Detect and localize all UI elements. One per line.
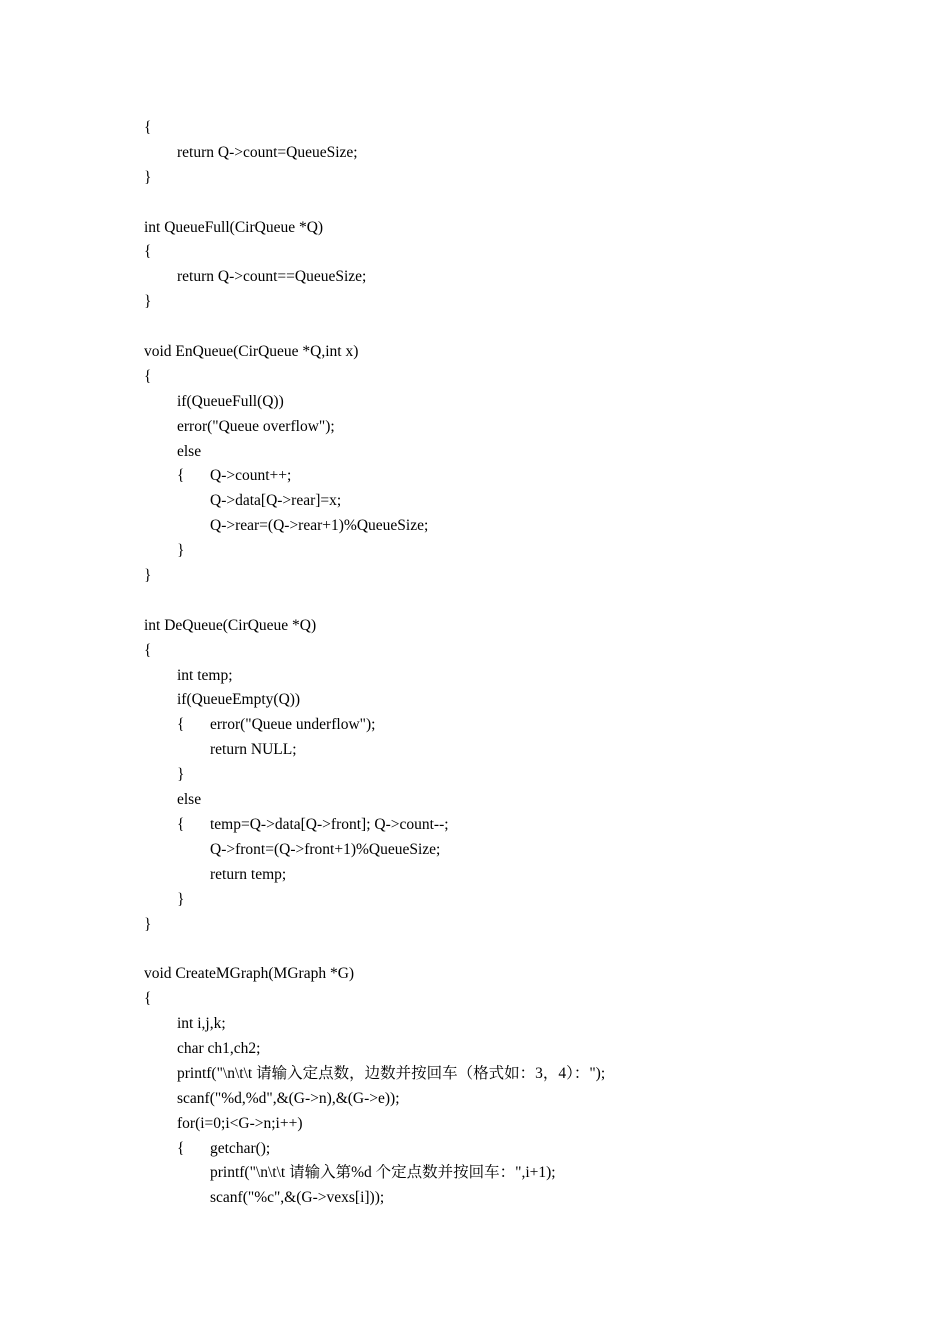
- code-line-text: if(QueueFull(Q)): [177, 392, 284, 410]
- code-line: [144, 315, 904, 340]
- code-line-text: {: [144, 990, 152, 1008]
- code-line: [144, 763, 904, 788]
- code-line-text: int DeQueue(CirQueue *Q): [144, 616, 317, 634]
- code-line-text: void EnQueue(CirQueue *Q,int x): [144, 343, 359, 361]
- code-line: [144, 987, 904, 1012]
- code-line-text: if(QueueEmpty(Q)): [177, 691, 301, 709]
- code-line-text: return Q->count=QueueSize;: [177, 143, 358, 161]
- code-line: [144, 440, 904, 465]
- code-line: [144, 216, 904, 241]
- code-line-text: Q->data[Q->rear]=x;: [210, 492, 342, 510]
- code-line: [144, 713, 904, 738]
- code-line: [144, 265, 904, 290]
- code-line-text: }: [177, 766, 185, 784]
- code-line: [144, 589, 904, 614]
- code-line: [144, 1161, 904, 1186]
- code-line: [144, 937, 904, 962]
- code-line: [144, 664, 904, 689]
- code-line-text: Q->rear=(Q->rear+1)%QueueSize;: [210, 517, 429, 535]
- code-line-text: return Q->count==QueueSize;: [177, 268, 367, 286]
- code-line-text: else: [177, 791, 202, 809]
- code-line: [144, 1137, 904, 1162]
- code-line: [144, 489, 904, 514]
- code-line: [144, 514, 904, 539]
- code-line-brace: {: [177, 716, 185, 734]
- code-line-text: else: [177, 442, 202, 460]
- code-line-text: return NULL;: [210, 741, 297, 759]
- code-line: [144, 1037, 904, 1062]
- code-line-brace: {: [177, 1139, 185, 1157]
- code-line-text: }: [144, 567, 152, 585]
- code-line: [144, 564, 904, 589]
- code-line-text: }: [144, 915, 152, 933]
- code-line-text: }: [144, 293, 152, 311]
- code-line-text: temp=Q->data[Q->front]; Q->count--;: [210, 815, 449, 833]
- code-line: [144, 788, 904, 813]
- code-line: [144, 738, 904, 763]
- code-line: [144, 913, 904, 938]
- code-line-text: for(i=0;i<G->n;i++): [177, 1114, 303, 1132]
- code-line-text: }: [177, 890, 185, 908]
- code-line: [144, 1012, 904, 1037]
- code-line: [144, 1186, 904, 1211]
- code-line: [144, 688, 904, 713]
- code-line: [144, 614, 904, 639]
- code-listing: [144, 116, 904, 1211]
- code-line: [144, 813, 904, 838]
- code-line-text: return temp;: [210, 865, 287, 883]
- code-line: [144, 116, 904, 141]
- code-line-text: Q->count++;: [210, 467, 292, 485]
- code-line: [144, 1112, 904, 1137]
- code-line: [144, 290, 904, 315]
- code-line: [144, 340, 904, 365]
- code-line-text: void CreateMGraph(MGraph *G): [144, 965, 355, 983]
- code-line-text: getchar();: [210, 1139, 271, 1157]
- code-line-text: char ch1,ch2;: [177, 1039, 261, 1057]
- code-line-brace: {: [177, 815, 185, 833]
- code-line-brace: {: [177, 467, 185, 485]
- code-line-text: printf("\n\t\t 请输入第%d 个定点数并按回车：",i+1);: [210, 1164, 556, 1182]
- code-line: [144, 838, 904, 863]
- code-line-text: }: [177, 542, 185, 560]
- code-line: [144, 539, 904, 564]
- code-line-text: error("Queue overflow");: [177, 417, 335, 435]
- code-line: [144, 191, 904, 216]
- code-line-text: int temp;: [177, 666, 233, 684]
- code-line: [144, 464, 904, 489]
- code-line: [144, 888, 904, 913]
- code-line-text: {: [144, 243, 152, 261]
- code-line-text: int QueueFull(CirQueue *Q): [144, 218, 324, 236]
- code-line-text: {: [144, 641, 152, 659]
- code-line: [144, 240, 904, 265]
- code-line-text: error("Queue underflow");: [210, 716, 376, 734]
- code-line: [144, 365, 904, 390]
- code-line-text: }: [144, 168, 152, 186]
- code-line: [144, 141, 904, 166]
- code-line-text: {: [144, 367, 152, 385]
- code-line: [144, 962, 904, 987]
- code-line: [144, 863, 904, 888]
- code-line: [144, 166, 904, 191]
- code-line-text: {: [144, 119, 152, 136]
- code-line: [144, 1087, 904, 1112]
- code-line-text: scanf("%d,%d",&(G->n),&(G->e));: [177, 1089, 400, 1107]
- code-line: [144, 415, 904, 440]
- code-line: [144, 1062, 904, 1087]
- code-line-text: scanf("%c",&(G->vexs[i]));: [210, 1189, 385, 1207]
- code-line: [144, 639, 904, 664]
- code-line-text: int i,j,k;: [177, 1015, 226, 1033]
- code-line-text: printf("\n\t\t 请输入定点数，边数并按回车（格式如：3，4）：");: [177, 1064, 606, 1082]
- code-line: [144, 390, 904, 415]
- code-line-text: Q->front=(Q->front+1)%QueueSize;: [210, 840, 441, 858]
